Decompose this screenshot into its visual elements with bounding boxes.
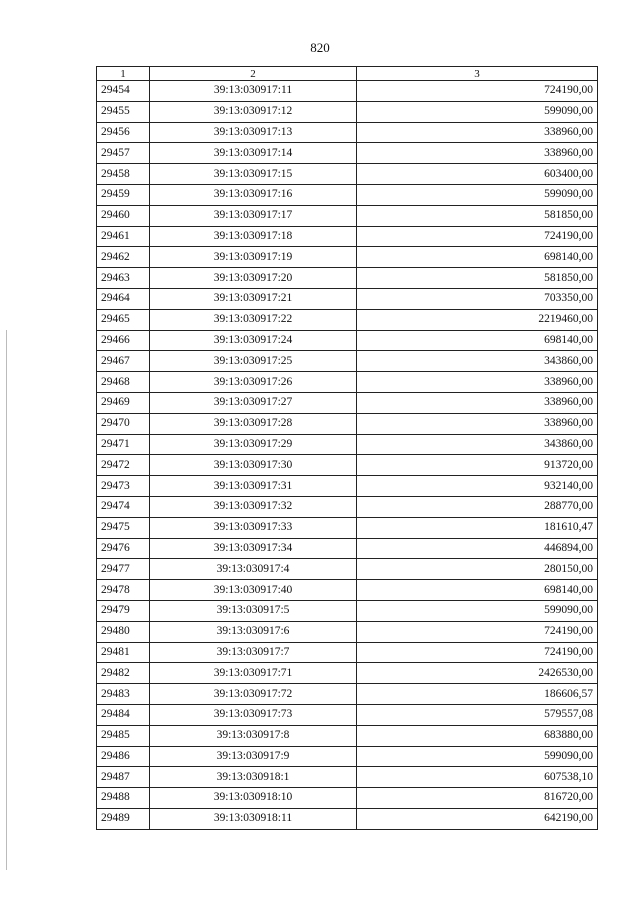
row-number: 29477 [97,559,150,580]
row-number: 29457 [97,143,150,164]
cadastral-number: 39:13:030917:25 [150,351,357,372]
table-row [97,600,598,621]
cadastral-number: 39:13:030917:11 [150,81,357,102]
row-number: 29489 [97,808,150,829]
cadastral-number: 39:13:030917:24 [150,330,357,351]
page-number: 820 [310,40,330,55]
cadastral-value: 186606,57 [357,684,598,705]
table-row [97,455,598,476]
table-body [97,81,598,830]
table-row [97,580,598,601]
cadastral-number: 39:13:030917:34 [150,538,357,559]
row-number: 29469 [97,392,150,413]
table-row [97,81,598,102]
column-header-3: 3 [357,67,598,81]
cadastral-number: 39:13:030917:18 [150,226,357,247]
cadastral-value: 603400,00 [357,164,598,185]
cadastral-value: 816720,00 [357,788,598,809]
cadastral-value: 338960,00 [357,122,598,143]
table-row [97,143,598,164]
row-number: 29459 [97,184,150,205]
table-row [97,746,598,767]
table-row [97,621,598,642]
cadastral-number: 39:13:030917:27 [150,392,357,413]
row-number: 29472 [97,455,150,476]
table-row [97,684,598,705]
table-row [97,184,598,205]
cadastral-value: 599090,00 [357,746,598,767]
table-row [97,517,598,538]
table-row [97,226,598,247]
cadastral-value: 2426530,00 [357,663,598,684]
cadastral-number: 39:13:030917:71 [150,663,357,684]
column-header-2: 2 [150,67,357,81]
cadastral-number: 39:13:030917:40 [150,580,357,601]
table-row [97,101,598,122]
row-number: 29466 [97,330,150,351]
table-row [97,372,598,393]
row-number: 29465 [97,309,150,330]
cadastral-value: 607538,10 [357,767,598,788]
header-row [97,67,598,81]
cadastral-number: 39:13:030917:12 [150,101,357,122]
cadastral-number: 39:13:030917:30 [150,455,357,476]
cadastral-number: 39:13:030918:1 [150,767,357,788]
table-row [97,164,598,185]
row-number: 29485 [97,725,150,746]
cadastral-number: 39:13:030917:31 [150,476,357,497]
row-number: 29488 [97,788,150,809]
cadastral-number: 39:13:030917:20 [150,268,357,289]
table-row [97,725,598,746]
cadastral-value: 698140,00 [357,580,598,601]
cadastral-number: 39:13:030917:22 [150,309,357,330]
row-number: 29463 [97,268,150,289]
row-number: 29475 [97,517,150,538]
row-number: 29468 [97,372,150,393]
cadastral-value: 932140,00 [357,476,598,497]
cadastral-value: 599090,00 [357,600,598,621]
column-header-1: 1 [97,67,150,81]
cadastral-value: 343860,00 [357,434,598,455]
cadastral-value: 338960,00 [357,372,598,393]
table-row [97,767,598,788]
margin-scan-line [6,330,7,870]
table-row [97,496,598,517]
table-row [97,413,598,434]
table-row [97,309,598,330]
table-row [97,663,598,684]
table-row [97,268,598,289]
cadastral-number: 39:13:030917:16 [150,184,357,205]
cadastral-value: 581850,00 [357,205,598,226]
row-number: 29455 [97,101,150,122]
row-number: 29456 [97,122,150,143]
row-number: 29480 [97,621,150,642]
cadastral-value: 599090,00 [357,101,598,122]
row-number: 29460 [97,205,150,226]
cadastral-number: 39:13:030917:26 [150,372,357,393]
row-number: 29483 [97,684,150,705]
cadastral-number: 39:13:030918:10 [150,788,357,809]
cadastral-value: 599090,00 [357,184,598,205]
row-number: 29454 [97,81,150,102]
table-row [97,538,598,559]
cadastral-value: 579557,08 [357,704,598,725]
cadastral-number: 39:13:030917:14 [150,143,357,164]
cadastral-value: 181610,47 [357,517,598,538]
row-number: 29470 [97,413,150,434]
row-number: 29478 [97,580,150,601]
table-row [97,788,598,809]
cadastral-number: 39:13:030917:5 [150,600,357,621]
cadastral-number: 39:13:030917:6 [150,621,357,642]
cadastral-value: 581850,00 [357,268,598,289]
row-number: 29482 [97,663,150,684]
row-number: 29487 [97,767,150,788]
row-number: 29476 [97,538,150,559]
table-row [97,122,598,143]
cadastral-number: 39:13:030917:21 [150,288,357,309]
cadastral-number: 39:13:030917:33 [150,517,357,538]
table-row [97,476,598,497]
cadastral-value: 698140,00 [357,330,598,351]
row-number: 29479 [97,600,150,621]
cadastral-number: 39:13:030917:29 [150,434,357,455]
cadastral-value: 724190,00 [357,621,598,642]
cadastral-value: 698140,00 [357,247,598,268]
cadastral-number: 39:13:030918:11 [150,808,357,829]
table-row [97,434,598,455]
row-number: 29474 [97,496,150,517]
cadastral-number: 39:13:030917:32 [150,496,357,517]
cadastral-value: 338960,00 [357,143,598,164]
cadastral-value: 913720,00 [357,455,598,476]
cadastral-value-table [96,66,598,830]
cadastral-number: 39:13:030917:17 [150,205,357,226]
cadastral-value: 343860,00 [357,351,598,372]
row-number: 29462 [97,247,150,268]
row-number: 29464 [97,288,150,309]
cadastral-value: 642190,00 [357,808,598,829]
row-number: 29467 [97,351,150,372]
table-row [97,392,598,413]
table-row [97,559,598,580]
table-row [97,642,598,663]
cadastral-number: 39:13:030917:72 [150,684,357,705]
cadastral-value: 338960,00 [357,413,598,434]
row-number: 29473 [97,476,150,497]
row-number: 29486 [97,746,150,767]
cadastral-number: 39:13:030917:13 [150,122,357,143]
cadastral-value: 724190,00 [357,642,598,663]
row-number: 29481 [97,642,150,663]
cadastral-value: 280150,00 [357,559,598,580]
cadastral-number: 39:13:030917:19 [150,247,357,268]
cadastral-value: 446894,00 [357,538,598,559]
cadastral-number: 39:13:030917:8 [150,725,357,746]
row-number: 29458 [97,164,150,185]
table-row [97,288,598,309]
cadastral-value: 724190,00 [357,81,598,102]
cadastral-number: 39:13:030917:4 [150,559,357,580]
table-row [97,808,598,829]
row-number: 29461 [97,226,150,247]
table-row [97,351,598,372]
row-number: 29471 [97,434,150,455]
cadastral-number: 39:13:030917:9 [150,746,357,767]
table-row [97,704,598,725]
table-row [97,330,598,351]
cadastral-value: 2219460,00 [357,309,598,330]
cadastral-value: 683880,00 [357,725,598,746]
cadastral-number: 39:13:030917:73 [150,704,357,725]
cadastral-value: 288770,00 [357,496,598,517]
cadastral-number: 39:13:030917:28 [150,413,357,434]
cadastral-value: 724190,00 [357,226,598,247]
table-row [97,205,598,226]
cadastral-value: 703350,00 [357,288,598,309]
table-row [97,247,598,268]
cadastral-number: 39:13:030917:7 [150,642,357,663]
cadastral-number: 39:13:030917:15 [150,164,357,185]
row-number: 29484 [97,704,150,725]
cadastral-value: 338960,00 [357,392,598,413]
